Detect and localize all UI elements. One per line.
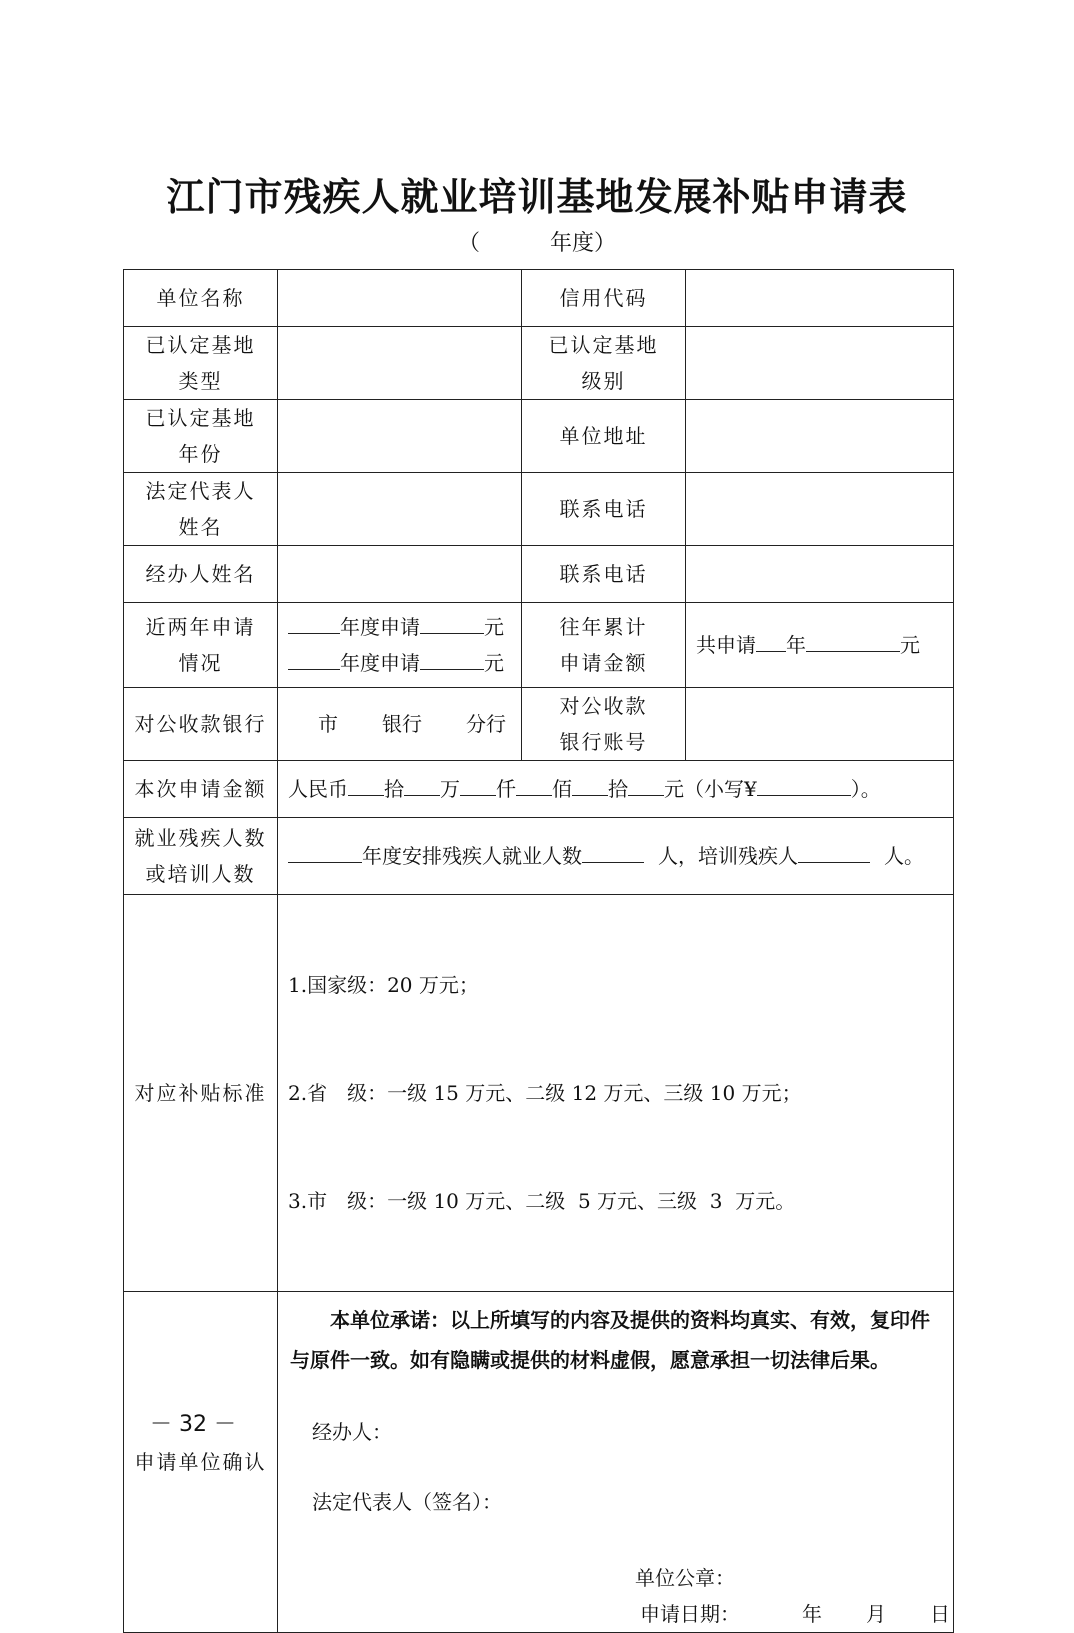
unit-name-label: 单位名称 (124, 270, 278, 327)
handler-sign-line[interactable]: 经办人： (312, 1420, 392, 1444)
unit-name-field[interactable] (278, 270, 522, 327)
unit-address-field[interactable] (686, 400, 954, 473)
bank-field[interactable]: 市 银行 分行 (278, 688, 522, 761)
cumulative-label: 往年累计 申请金额 (522, 603, 686, 688)
legal-rep-sign-line[interactable]: 法定代表人（签名）： (312, 1490, 502, 1514)
unit-address-label: 单位地址 (522, 400, 686, 473)
confirm-section (278, 1292, 954, 1633)
bank-label: 对公收款银行 (124, 688, 278, 761)
base-type-field[interactable] (278, 327, 522, 400)
handler-name-label: 经办人姓名 (124, 546, 278, 603)
people-label: 就业残疾人数 或培训人数 (124, 818, 278, 895)
year-subtitle: （ 年度） (458, 231, 616, 256)
amount-field[interactable]: 人民币 拾 万 仟 佰 拾 元（小写¥ ）。 (278, 761, 954, 818)
page-number: － 32 － (150, 1412, 236, 1437)
base-year-field[interactable] (278, 400, 522, 473)
application-date-line[interactable]: 申请日期： 年 月 日 (640, 1602, 950, 1626)
base-level-field[interactable] (686, 327, 954, 400)
contact-phone-field-1[interactable] (686, 473, 954, 546)
bank-account-label: 对公收款 银行账号 (522, 688, 686, 761)
cumulative-field[interactable]: 共申请 年 元 (686, 603, 954, 688)
credit-code-label: 信用代码 (522, 270, 686, 327)
handler-name-field[interactable] (278, 546, 522, 603)
base-type-label: 已认定基地 类型 (124, 327, 278, 400)
people-field[interactable]: 年度安排残疾人就业人数 人，培训残疾人 人。 (278, 818, 954, 895)
base-year-label: 已认定基地 年份 (124, 400, 278, 473)
confirm-label: 申请单位确认 (124, 1292, 278, 1633)
contact-phone-label-2: 联系电话 (522, 546, 686, 603)
recent-two-years-label: 近两年申请 情况 (124, 603, 278, 688)
standard-label: 对应补贴标准 (124, 895, 278, 1292)
legal-rep-label: 法定代表人 姓名 (124, 473, 278, 546)
amount-label: 本次申请金额 (124, 761, 278, 818)
legal-rep-field[interactable] (278, 473, 522, 546)
bank-account-field[interactable] (686, 688, 954, 761)
standard-text: 1.国家级：20 万元； 2.省 级：一级 15 万元、二级 12 万元、三级 10 万元； 3.市 级：一级 10 万元、二级 5 万元、三级 3 万元。 (278, 895, 954, 1292)
credit-code-field[interactable] (686, 270, 954, 327)
contact-phone-label-1: 联系电话 (522, 473, 686, 546)
form-title: 江门市残疾人就业培训基地发展补贴申请表 (166, 174, 908, 219)
base-level-label: 已认定基地 级别 (522, 327, 686, 400)
unit-seal-line[interactable]: 单位公章： (635, 1566, 735, 1590)
application-form-table (123, 269, 954, 1633)
contact-phone-field-2[interactable] (686, 546, 954, 603)
commitment-text: 本单位承诺：以上所填写的内容及提供的资料均真实、有效，复印件与原件一致。如有隐瞒或提供的材料虚假，愿意承担一切法律后果。 (290, 1308, 930, 1372)
recent-two-years-field[interactable]: 年度申请 元 年度申请 元 (278, 603, 522, 688)
